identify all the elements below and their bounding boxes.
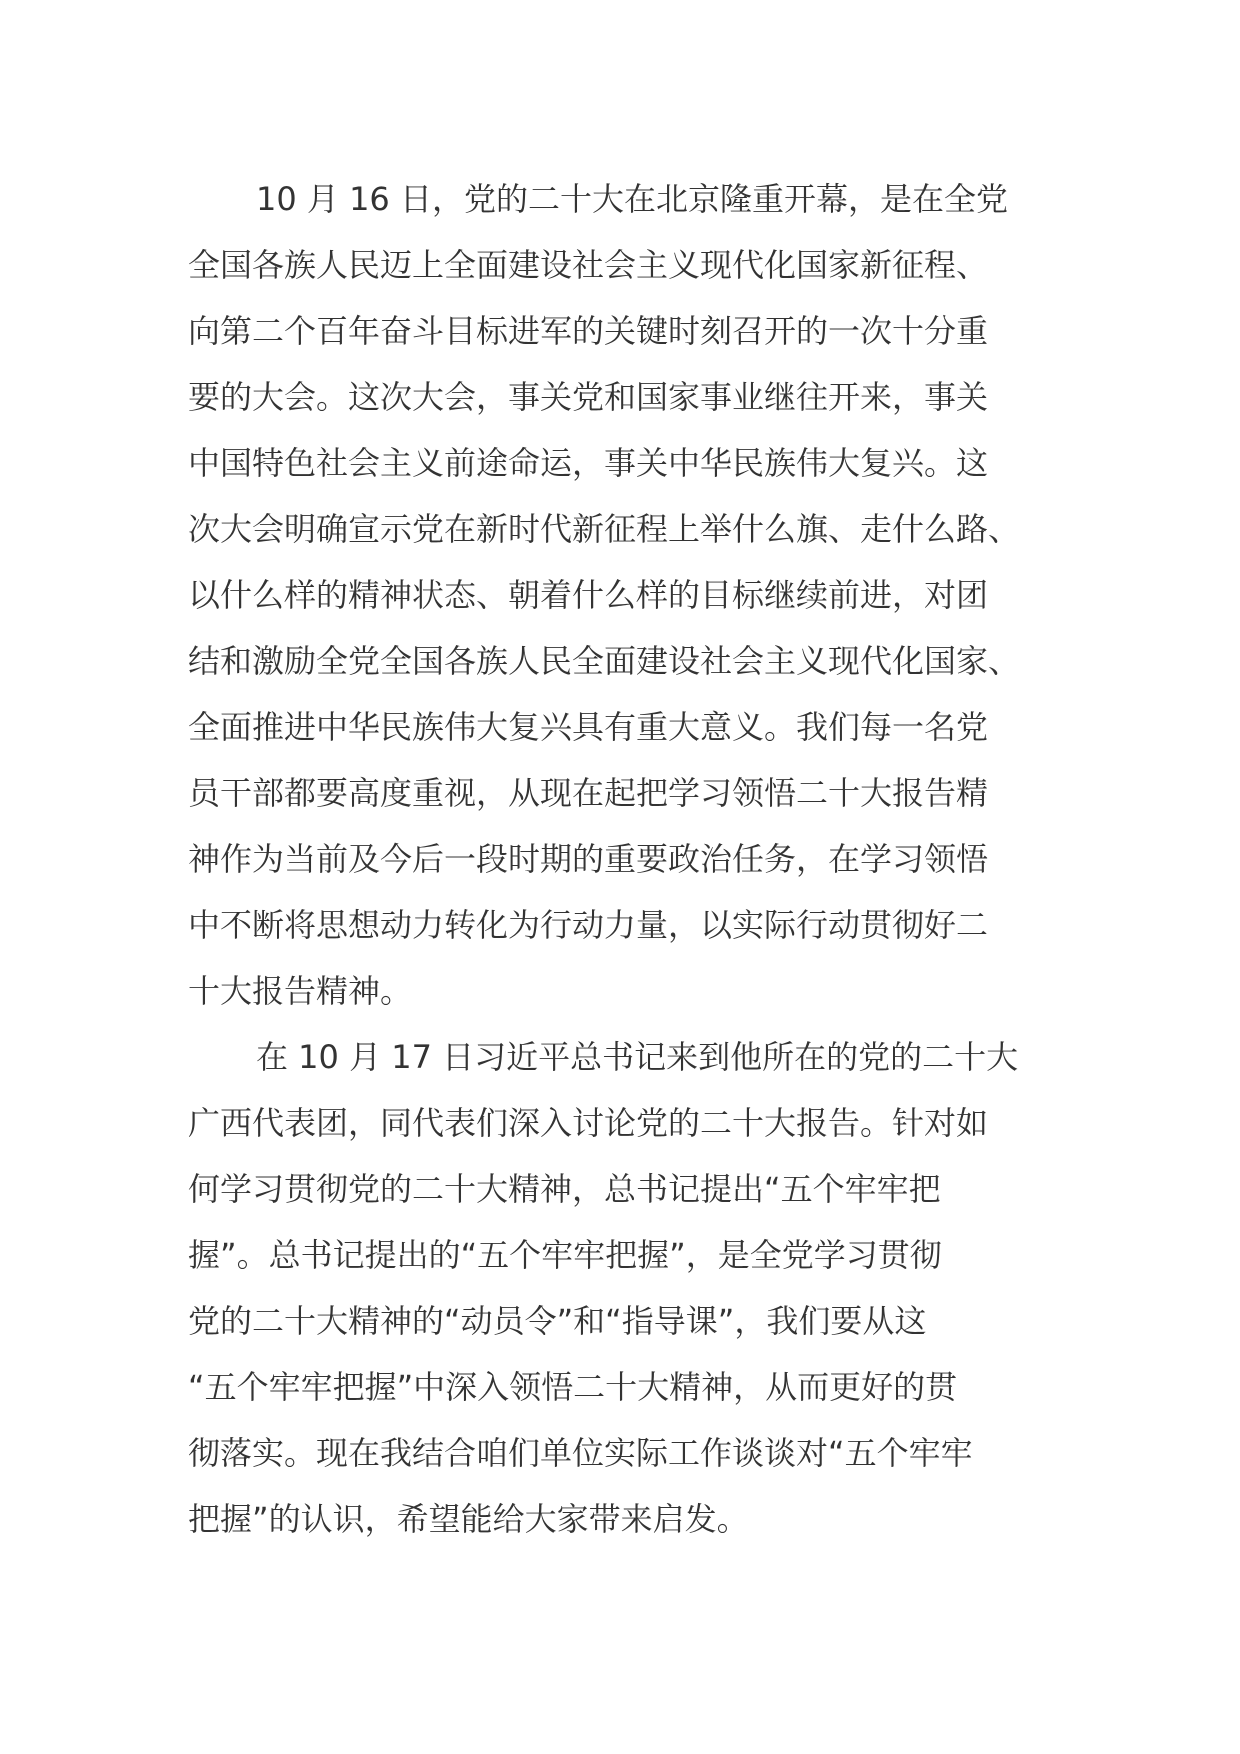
paragraph-line: 结和激励全党全国各族人民全面建设社会主义现代化国家、 <box>188 642 1021 680</box>
paragraph-line: 神作为当前及今后一段时期的重要政治任务，在学习领悟 <box>188 840 989 878</box>
paragraph-2 <box>188 1024 1068 1552</box>
paragraph-line: 员干部都要高度重视，从现在起把学习领悟二十大报告精 <box>188 774 989 812</box>
paragraph-line: 十大报告精神。 <box>188 972 413 1010</box>
paragraph-line: 把握”的认识，希望能给大家带来启发。 <box>188 1500 749 1538</box>
paragraph-line: 握”。总书记提出的“五个牢牢把握”，是全党学习贯彻 <box>188 1236 942 1274</box>
paragraph-line: 在 10 月 17 日习近平总书记来到他所在的党的二十大 <box>256 1038 1019 1076</box>
paragraph-line: 党的二十大精神的“动员令”和“指导课”，我们要从这 <box>188 1302 927 1340</box>
paragraph-line: 中国特色社会主义前途命运，事关中华民族伟大复兴。这 <box>188 444 989 482</box>
paragraph-line: 何学习贯彻党的二十大精神，总书记提出“五个牢牢把 <box>188 1170 941 1208</box>
paragraph-line: 向第二个百年奋斗目标进军的关键时刻召开的一次十分重 <box>188 312 989 350</box>
paragraph-line: 以什么样的精神状态、朝着什么样的目标继续前进，对团 <box>188 576 989 614</box>
paragraph-line: 全面推进中华民族伟大复兴具有重大意义。我们每一名党 <box>188 708 989 746</box>
paragraph-1 <box>188 166 1068 1024</box>
document-body <box>188 166 1068 1552</box>
paragraph-line: 广西代表团，同代表们深入讨论党的二十大报告。针对如 <box>188 1104 989 1142</box>
paragraph-line: 全国各族人民迈上全面建设社会主义现代化国家新征程、 <box>188 246 989 284</box>
paragraph-line: 次大会明确宣示党在新时代新征程上举什么旗、走什么路、 <box>188 510 1021 548</box>
paragraph-line: 要的大会。这次大会，事关党和国家事业继往开来，事关 <box>188 378 989 416</box>
paragraph-line: 10 月 16 日，党的二十大在北京隆重开幕，是在全党 <box>256 180 1008 218</box>
paragraph-line: “五个牢牢把握”中深入领悟二十大精神，从而更好的贯 <box>188 1368 958 1406</box>
paragraph-line: 彻落实。现在我结合咱们单位实际工作谈谈对“五个牢牢 <box>188 1434 973 1472</box>
paragraph-line: 中不断将思想动力转化为行动力量，以实际行动贯彻好二 <box>188 906 989 944</box>
